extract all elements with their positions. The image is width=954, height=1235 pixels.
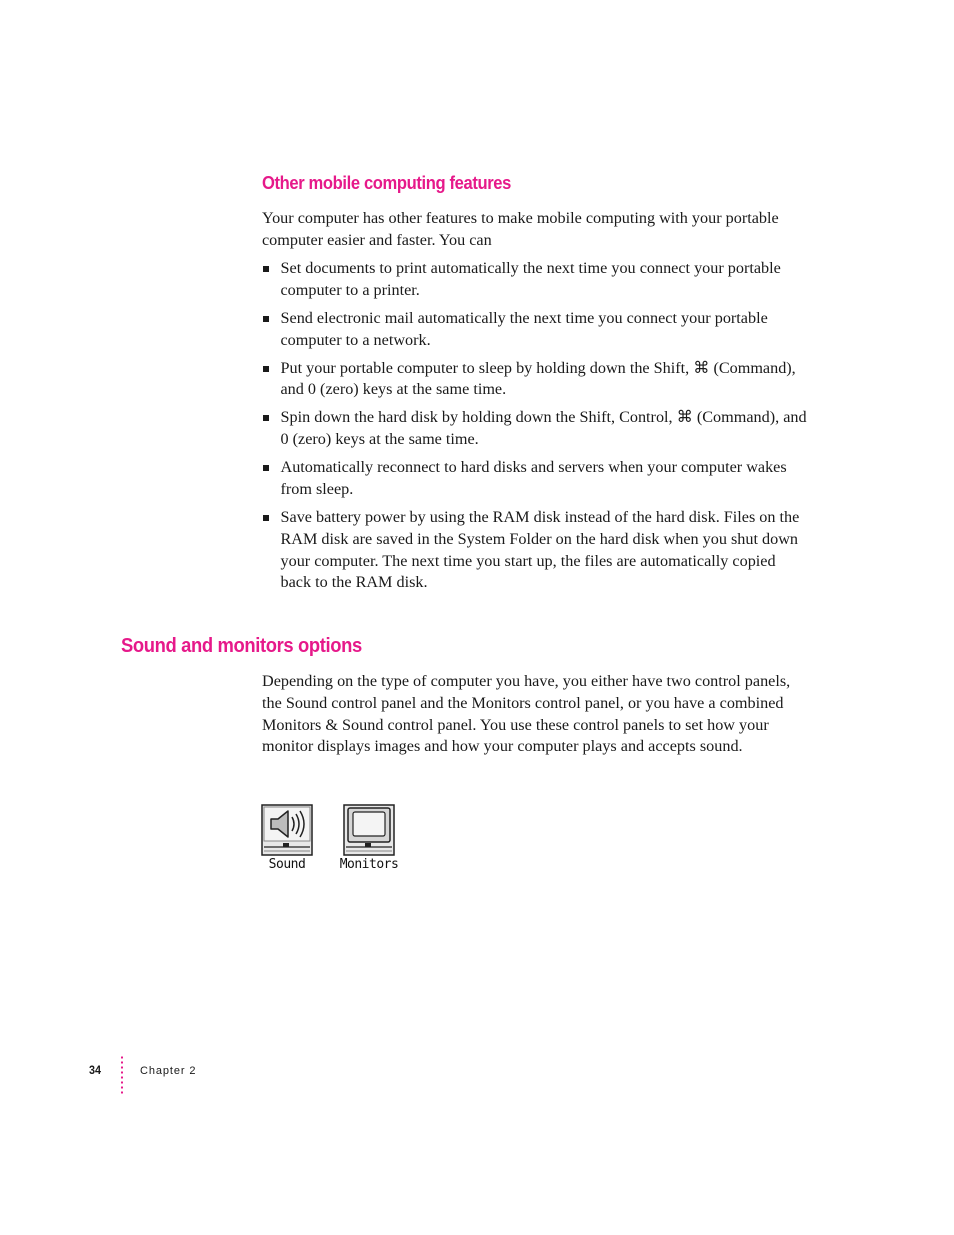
section-heading-mobile-features: Other mobile computing features	[262, 173, 511, 193]
sound-control-panel[interactable]	[258, 804, 316, 872]
sound-monitors-body: Depending on the type of computer you have, you either have two control panels, the Sound control panel and the Monitors control panel, or you have a combined Monitors & Sound control panel. You use these control panels to set how your monitor displays images and how your computer plays and accepts sound.	[262, 672, 791, 756]
list-item-text: Automatically reconnect to hard disks and servers when your computer wakes from sleep.	[280, 458, 787, 498]
chapter-label: Chapter 2	[140, 1065, 197, 1077]
section-heading-sound-monitors: Sound and monitors options	[121, 635, 362, 657]
bullet-square-icon	[263, 465, 269, 471]
list-item	[262, 457, 810, 501]
list-item	[262, 258, 810, 302]
footer-dotted-rule	[121, 1055, 123, 1095]
list-item	[262, 407, 810, 451]
list-item	[262, 308, 810, 352]
list-item-text: Put your portable computer to sleep by holding down the Shift, ⌘ (Command), and 0 (zero) keys at the same time.	[280, 358, 796, 399]
speaker-icon	[261, 804, 313, 856]
list-item-text: Save battery power by using the RAM disk instead of the hard disk. Files on the RAM disk are saved in the System Folder on the hard disk when you shut down your computer. The next time you start up, the files are automatically copied back to the RAM disk.	[280, 507, 800, 592]
page-number: 34	[89, 1063, 102, 1077]
mobile-features-list	[262, 258, 810, 600]
list-item-text: Set documents to print automatically the next time you connect your portable computer to a printer.	[280, 259, 781, 299]
bullet-square-icon	[263, 316, 269, 322]
bullet-square-icon	[263, 415, 269, 421]
list-item	[262, 358, 810, 402]
list-item	[262, 507, 810, 594]
bullet-square-icon	[263, 266, 269, 272]
control-panel-icons	[258, 804, 408, 879]
sound-icon-label: Sound	[268, 857, 306, 872]
monitors-icon-label: Monitors	[339, 857, 399, 872]
monitors-control-panel[interactable]	[334, 804, 404, 872]
bullet-square-icon	[263, 515, 269, 521]
mobile-features-intro: Your computer has other features to make mobile computing with your portable computer easier and faster. You can	[262, 209, 779, 249]
bullet-square-icon	[263, 366, 269, 372]
list-item-text: Spin down the hard disk by holding down the Shift, Control, ⌘ (Command), and 0 (zero) keys at the same time.	[280, 408, 807, 449]
monitor-icon	[343, 804, 395, 856]
list-item-text: Send electronic mail automatically the next time you connect your portable computer to a network.	[280, 308, 768, 349]
